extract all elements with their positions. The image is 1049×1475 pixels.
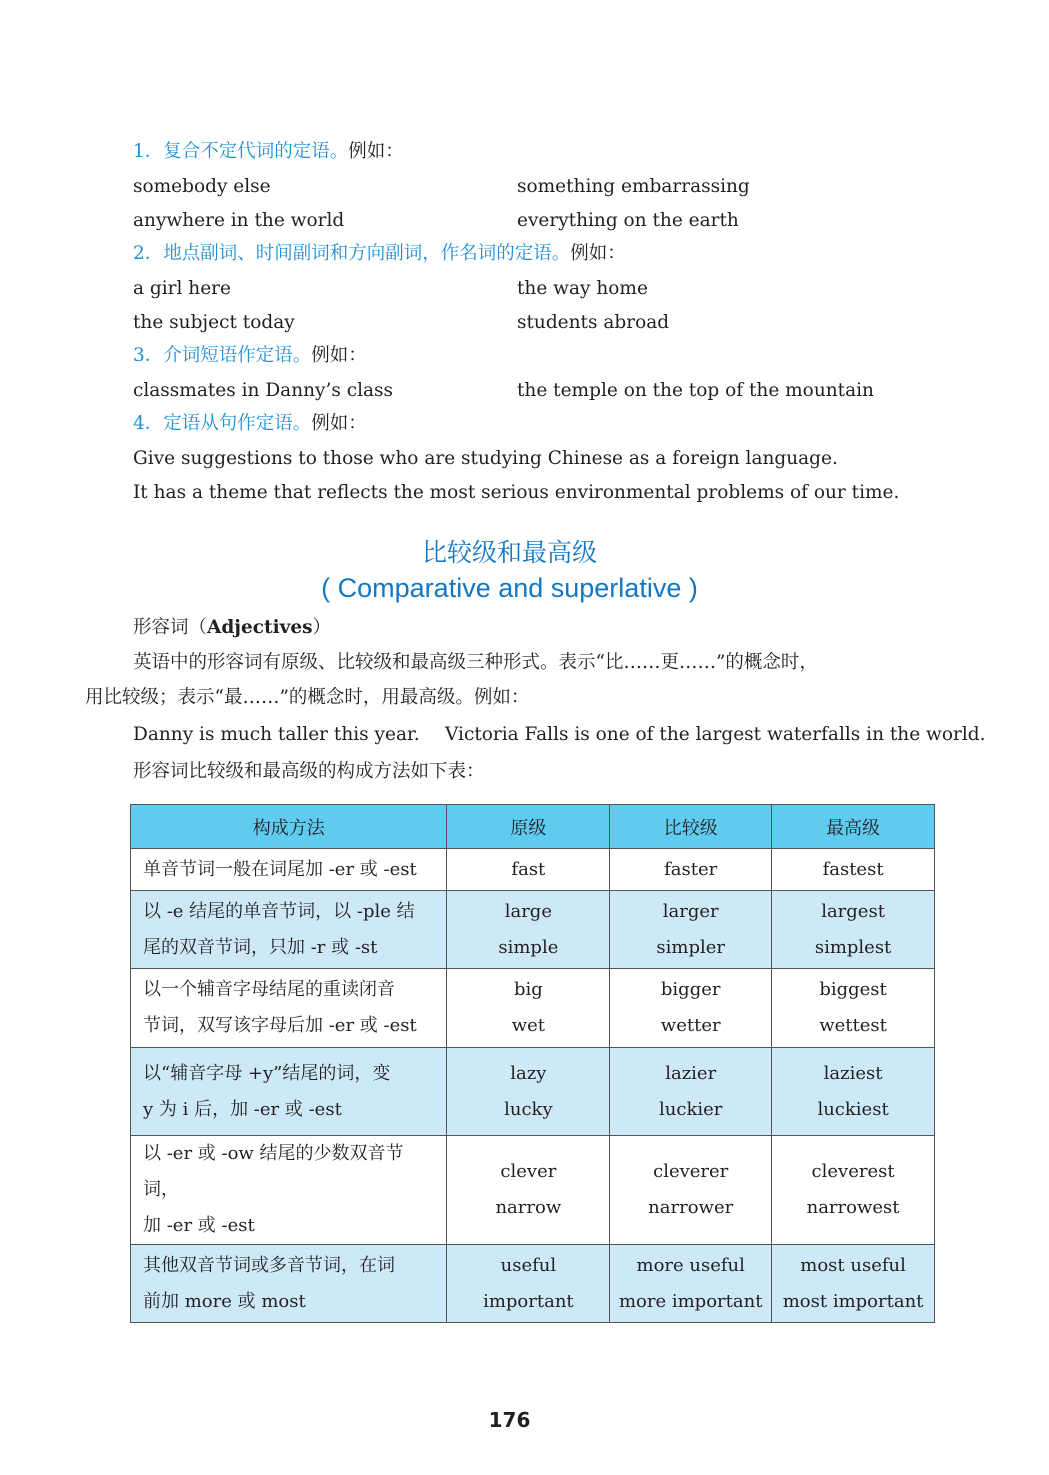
page-number: 176 — [488, 1408, 531, 1432]
superlative-cell — [772, 1136, 935, 1245]
method-cell — [131, 1245, 447, 1323]
form-text: narrow — [495, 1197, 562, 1218]
method-cell — [131, 1048, 447, 1136]
example-sentence: Danny is much taller this year. — [133, 724, 420, 745]
form-text: larger — [662, 900, 719, 922]
form-text: luckiest — [817, 1098, 889, 1120]
section-1-intro: 例如： — [348, 141, 404, 162]
section-3-intro: 例如： — [311, 345, 367, 366]
superlative-cell — [772, 1245, 935, 1323]
form-text: fastest — [822, 858, 884, 880]
table-header-row — [131, 805, 935, 849]
form-text: lazier — [665, 1062, 717, 1084]
form-text: more important — [618, 1290, 763, 1312]
method-text: 前加 more 或 most — [143, 1290, 306, 1312]
example-phrase: the way home — [517, 278, 648, 299]
example-phrase: a girl here — [133, 278, 231, 299]
form-text: most important — [782, 1290, 924, 1312]
section-3-title: 3．介词短语作定语。 — [133, 345, 312, 366]
method-text: 其他双音节词或多音节词，在词 — [143, 1254, 395, 1276]
table-row — [131, 891, 935, 969]
paragraph-line: 英语中的形容词有原级、比较级和最高级三种形式。表示“比……更……”的概念时， — [133, 652, 818, 673]
example-sentence: Give suggestions to those who are studying Chinese as a foreign language. — [133, 448, 838, 469]
method-text: y 为 i 后，加 -er 或 -est — [143, 1098, 342, 1120]
form-text: large — [504, 900, 552, 922]
method-text: 尾的双音节词，只加 -r 或 -st — [143, 936, 378, 958]
section-4-title: 4．定语从句作定语。 — [133, 413, 312, 434]
table-row — [131, 849, 935, 891]
form-text: useful — [500, 1254, 557, 1276]
form-text: simplest — [814, 936, 892, 958]
form-text: faster — [664, 858, 718, 880]
superlative-cell — [772, 1048, 935, 1136]
form-text: wetter — [660, 1015, 721, 1036]
section-3-heading — [133, 344, 367, 368]
comparative-cell — [610, 969, 772, 1048]
header-positive: 原级 — [447, 805, 610, 849]
section-2-heading — [133, 242, 626, 266]
example-phrase: everything on the earth — [517, 210, 739, 231]
section-1-heading — [133, 140, 404, 164]
subheading-close: ） — [312, 617, 332, 638]
adjectives-subheading — [133, 616, 331, 640]
form-text: largest — [821, 900, 885, 922]
method-cell — [131, 1136, 447, 1245]
section-2-intro: 例如： — [570, 243, 626, 264]
method-text: 以“辅音字母 +y”结尾的词，变 — [143, 1062, 391, 1084]
table-row — [131, 1136, 935, 1245]
example-sentence: Victoria Falls is one of the largest waterfalls in the world. — [445, 724, 986, 745]
header-comparative: 比较级 — [610, 805, 772, 849]
form-text: luckier — [659, 1098, 723, 1120]
form-text: bigger — [660, 979, 721, 1000]
comparative-cell — [610, 1245, 772, 1323]
example-phrase: students abroad — [517, 312, 670, 333]
form-text: simpler — [656, 936, 725, 958]
section-4-heading — [133, 412, 367, 436]
positive-cell — [447, 849, 610, 891]
comparison-table — [130, 804, 935, 1323]
positive-cell — [447, 1245, 610, 1323]
positive-cell — [447, 891, 610, 969]
example-phrase: somebody else — [133, 176, 271, 197]
comparative-cell — [610, 891, 772, 969]
positive-cell — [447, 1136, 610, 1245]
subheading-cn: 形容词（ — [133, 617, 208, 638]
table-row — [131, 969, 935, 1048]
method-text: 加 -er 或 -est — [143, 1215, 255, 1236]
form-text: important — [483, 1290, 574, 1312]
form-text: clever — [500, 1161, 557, 1182]
form-text: biggest — [819, 979, 887, 1000]
method-cell — [131, 891, 447, 969]
method-text: 以 -e 结尾的单音节词，以 -ple 结 — [143, 900, 415, 922]
method-cell — [131, 849, 447, 891]
method-cell — [131, 969, 447, 1048]
section-title-en: ( Comparative and superlative ) — [321, 573, 698, 603]
method-text: 节词，双写该字母后加 -er 或 -est — [143, 1015, 417, 1036]
table-row — [131, 1048, 935, 1136]
form-text: more useful — [636, 1254, 745, 1276]
method-text: 单音节词一般在词尾加 -er 或 -est — [143, 858, 417, 880]
example-sentence: It has a theme that reflects the most serious environmental problems of our time. — [133, 482, 900, 503]
section-4-intro: 例如： — [311, 413, 367, 434]
comparative-cell — [610, 1048, 772, 1136]
header-method: 构成方法 — [131, 805, 447, 849]
positive-cell — [447, 969, 610, 1048]
section-2-title: 2．地点副词、时间副词和方向副词，作名词的定语。 — [133, 243, 571, 264]
section-1-title: 1．复合不定代词的定语。 — [133, 141, 349, 162]
form-text: narrowest — [806, 1197, 900, 1218]
example-phrase: classmates in Danny’s class — [133, 380, 394, 401]
superlative-cell — [772, 891, 935, 969]
form-text: most useful — [800, 1254, 906, 1276]
table-row — [131, 1245, 935, 1323]
comparative-cell — [610, 849, 772, 891]
paragraph-line: 用比较级；表示“最……”的概念时，用最高级。例如： — [85, 687, 530, 708]
example-phrase: anywhere in the world — [133, 210, 345, 231]
section-title-cn: 比较级和最高级 — [421, 538, 597, 567]
form-text: lazy — [510, 1062, 547, 1084]
form-text: big — [513, 979, 543, 1000]
form-text: cleverest — [811, 1161, 895, 1182]
method-text: 以一个辅音字母结尾的重读闭音 — [143, 979, 395, 1000]
form-text: laziest — [823, 1062, 883, 1084]
superlative-cell — [772, 969, 935, 1048]
header-superlative: 最高级 — [772, 805, 935, 849]
comparative-cell — [610, 1136, 772, 1245]
subheading-en: Adjectives — [207, 617, 313, 638]
form-text: fast — [511, 858, 546, 880]
form-text: wettest — [819, 1015, 887, 1036]
method-text: 以 -er 或 -ow 结尾的少数双音节词， — [143, 1143, 404, 1200]
form-text: narrower — [648, 1197, 734, 1218]
form-text: cleverer — [653, 1161, 729, 1182]
form-text: simple — [498, 936, 559, 958]
table-intro: 形容词比较级和最高级的构成方法如下表： — [133, 761, 485, 782]
example-phrase: the subject today — [133, 312, 295, 333]
example-phrase: the temple on the top of the mountain — [517, 380, 874, 401]
form-text: lucky — [504, 1098, 553, 1120]
form-text: wet — [511, 1015, 546, 1036]
example-phrase: something embarrassing — [517, 176, 750, 197]
positive-cell — [447, 1048, 610, 1136]
superlative-cell — [772, 849, 935, 891]
